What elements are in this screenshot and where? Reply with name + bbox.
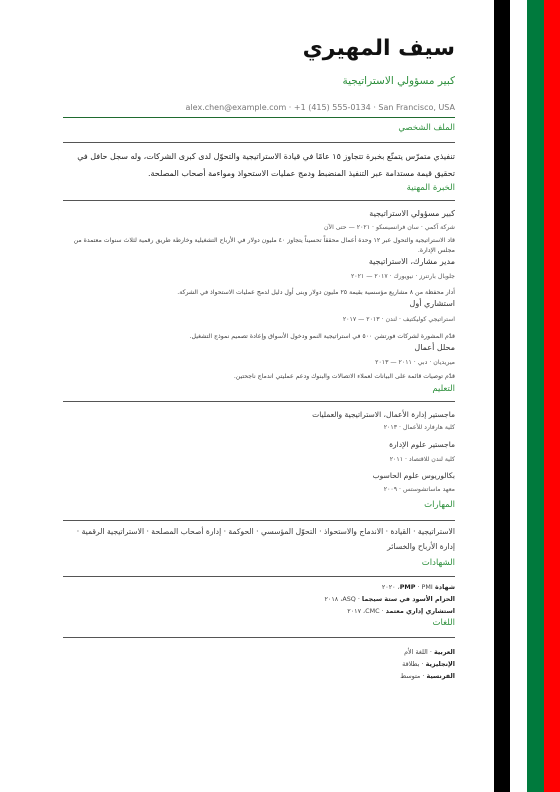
- skills-list: الاستراتيجية · القيادة · الاندماج والاستحواذ · التحوّل المؤسسي · الحوكمة · إدارة أصحاب المصلحة · الاستراتيجية الرقمية · إدارة الأرباح والخسائر: [76, 527, 455, 551]
- job-title: كبير مسؤولي الاستراتيجية: [369, 209, 455, 218]
- degree-meta: معهد ماساتشوستس · ٢٠٠٩: [383, 486, 455, 493]
- degree-meta: كلية لندن للاقتصاد · ٢٠١١: [389, 456, 455, 463]
- section-divider: [63, 520, 455, 521]
- flag-stripe-black: [494, 0, 510, 792]
- degree-title: بكالوريوس علوم الحاسوب: [372, 471, 455, 480]
- certification-item: [63, 605, 455, 617]
- section-divider: [63, 637, 455, 638]
- language-name: الإنجليزية: [425, 660, 455, 668]
- job-meta: ميريديان · دبي · ٢٠١١ — ٢٠١٣: [375, 359, 455, 366]
- education-list: [63, 409, 455, 495]
- contact-line: alex.chen@example.com · +1 (415) 555-0134 · San Francisco, USA: [185, 103, 455, 112]
- degree-title: ماجستير علوم الإدارة: [389, 440, 455, 449]
- certification-detail: · PMI، ٢٠٢٠: [381, 583, 433, 591]
- language-item: [63, 658, 455, 670]
- job-description: قدّم توصيات قائمة على البيانات لعملاء الاتصالات والبنوك ودعم عمليتي اندماج ناجحتين.: [233, 373, 455, 380]
- job-meta: استراتيجي كوليكتيف · لندن · ٢٠١٣ — ٢٠١٧: [342, 316, 455, 323]
- job-description: قدّم المشورة لشركات فورتشن ٥٠٠ في استراتيجية النمو ودخول الأسواق وإعادة تصميم نموذج التشغيل.: [189, 333, 455, 340]
- section-title-certifications: الشهادات: [421, 558, 455, 568]
- profile-summary: تنفيذي متمرّس يتمتّع بخبرة تتجاوز ١٥ عامًا في قيادة الاستراتيجية والتحوّل لدى كبرى الشركات، وله سجل حافل في تحقيق قيمة مستدامة عبر التنفيذ المنضبط ودمج عمليات الاستحواذ ومواءمة أصحاب المصلحة.: [77, 152, 455, 178]
- language-name: الفرنسية: [426, 672, 455, 680]
- section-title-experience: الخبرة المهنية: [406, 183, 455, 193]
- job-meta: جلوبال بارتنرز · نيويورك · ٢٠١٧ — ٢٠٢١: [350, 273, 455, 280]
- flag-stripe-white: [510, 0, 527, 792]
- candidate-name: سيف المهيري: [302, 36, 455, 61]
- job-description: أدار محفظة من ٨ مشاريع مؤسسية بقيمة ٢٥ مليون دولار وبنى أول دليل لدمج عمليات الاستحواذ في الشركة.: [177, 289, 455, 296]
- section-divider: [63, 142, 455, 143]
- job-meta: شركة آكمي · سان فرانسيسكو · ٢٠٢١ — حتى الآن: [324, 224, 455, 231]
- experience-item: [63, 256, 455, 298]
- certification-detail: · ASQ، ٢٠١٨: [324, 595, 362, 603]
- languages-list: [63, 646, 455, 682]
- degree-meta: كلية هارفارد للأعمال · ٢٠١٣: [383, 424, 455, 431]
- header-divider: [63, 117, 455, 118]
- section-title-profile: الملف الشخصي: [398, 123, 455, 133]
- flag-stripe-green: [527, 0, 544, 792]
- language-name: العربية: [433, 648, 455, 656]
- language-level: · متوسط: [400, 672, 427, 680]
- section-divider: [63, 576, 455, 577]
- job-title: مدير مشارك، الاستراتيجية: [368, 257, 455, 266]
- certification-name: شهادة PMP: [399, 583, 455, 591]
- certification-detail: · CMC، ٢٠١٧: [347, 607, 386, 615]
- language-item: [63, 646, 455, 658]
- experience-item: [63, 298, 455, 342]
- section-title-languages: اللغات: [432, 618, 455, 628]
- certification-name: الحزام الأسود في ستة سيجما: [361, 595, 455, 603]
- job-headline: كبير مسؤولي الاستراتيجية: [342, 75, 455, 87]
- language-item: [63, 670, 455, 682]
- section-title-skills: المهارات: [424, 500, 455, 510]
- experience-item: [63, 342, 455, 382]
- certifications-list: [63, 581, 455, 617]
- job-description: قاد الاستراتيجية والتحول عبر ١٢ وحدة أعمال محققاً تحسيناً يتجاوز ٤٠ مليون دولار في الأرباح التشغيلية وخارطة طريق رقمية لثلاث سنوات معتمدة من مجلس الإدارة.: [73, 237, 455, 254]
- job-title: استشاري أول: [409, 299, 455, 308]
- language-level: · بطلاقة: [402, 660, 426, 668]
- section-title-education: التعليم: [432, 384, 455, 394]
- certification-item: [63, 593, 455, 605]
- certification-name: استشاري إداري معتمد: [385, 607, 455, 615]
- section-divider: [63, 200, 455, 201]
- flag-stripe-red: [544, 0, 560, 792]
- section-divider: [63, 401, 455, 402]
- language-level: · اللغة الأم: [404, 648, 434, 656]
- resume-page: [63, 30, 455, 682]
- experience-list: [63, 208, 455, 382]
- degree-title: ماجستير إدارة الأعمال، الاستراتيجية والعمليات: [312, 410, 455, 419]
- experience-item: [63, 208, 455, 256]
- certification-item: [63, 581, 455, 593]
- job-title: محلل أعمال: [414, 343, 455, 352]
